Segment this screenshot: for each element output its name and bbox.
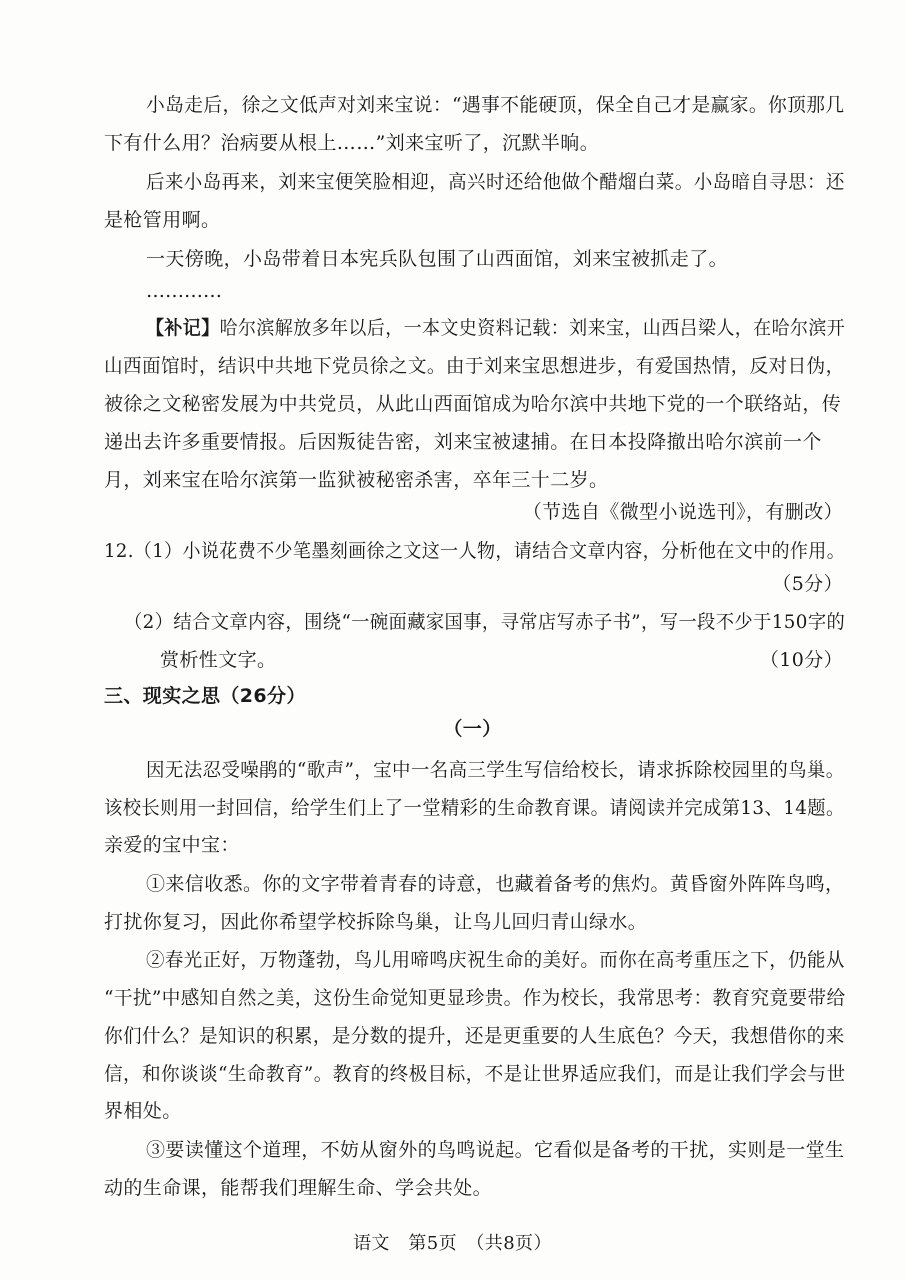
supplement-note-line: 山西面馆时，结识中共地下党员徐之文。由于刘来宝思想进步，有爱国热情，反对日伪，: [104, 355, 845, 377]
question-12-2: （2）结合文章内容，围绕“一碗面藏家国事，寻常店写赤子书”，写一段不少于150字的: [124, 611, 846, 633]
ellipsis: …………: [146, 280, 222, 302]
letter-paragraph-2-line: 界相处。: [104, 1100, 182, 1122]
intro-line: 因无法忍受噪鹃的“歌声”，宝中一名高三学生写信给校长，请求拆除校园里的鸟巢。: [146, 759, 845, 781]
supplement-note-text: 哈尔滨解放多年以后，一本文史资料记载：刘来宝，山西吕梁人，在哈尔滨开: [219, 317, 846, 339]
question-12-2-score: （10分）: [759, 649, 843, 671]
question-12-1: 12.（1）小说花费不少笔墨刻画徐之文这一人物，请结合文章内容，分析他在文中的作用。: [104, 540, 846, 562]
letter-salutation: 亲爱的宝中宝：: [104, 834, 240, 856]
letter-paragraph-2-line: 你们什么？是知识的积累，是分数的提升，还是更重要的人生底色？今天，我想借你的来: [104, 1025, 845, 1047]
source-citation: （节选自《微型小说选刊》，有删改）: [522, 501, 843, 523]
letter-paragraph-1-line: 打扰你复习，因此你希望学校拆除鸟巢，让鸟儿回归青山绿水。: [104, 911, 648, 933]
passage-line: 后来小岛再来，刘来宝便笑脸相迎，高兴时还给他做个醋熘白菜。小岛暗自寻思：还: [146, 171, 845, 193]
letter-paragraph-3-line: 动的生命课，能帮我们理解生命、学会共处。: [104, 1177, 493, 1199]
letter-paragraph-2-line: “干扰”中感知自然之美，这份生命觉知更显珍贵。作为校长，我常思考：教育究竟要带给: [104, 987, 846, 1009]
supplement-note-first-line: [146, 316, 845, 340]
page-footer: 语文 第5页 （共8页）: [353, 1233, 552, 1254]
question-12-2-continued: 赏析性文字。: [160, 649, 277, 671]
supplement-note-line: 递出去许多重要情报。后因叛徒告密，刘来宝被逮捕。在日本投降撤出哈尔滨前一个: [104, 431, 822, 453]
supplement-note-label: 【补记】: [146, 317, 220, 339]
letter-paragraph-2-line: 信，和你谈谈“生命教育”。教育的终极目标，不是让世界适应我们，而是让我们学会与世: [104, 1063, 846, 1085]
letter-paragraph-1: ①来信收悉。你的文字带着青春的诗意，也藏着备考的焦灼。黄昏窗外阵阵鸟鸣，: [146, 873, 845, 895]
intro-line: 该校长则用一封回信，给学生们上了一堂精彩的生命教育课。请阅读并完成第13、14题。: [104, 797, 845, 819]
letter-paragraph-3: ③要读懂这个道理，不妨从窗外的鸟鸣说起。它看似是备考的干扰，实则是一堂生: [146, 1139, 845, 1161]
supplement-note-line: 月，刘来宝在哈尔滨第一监狱被秘密杀害，卒年三十二岁。: [104, 469, 609, 491]
supplement-note-line: 被徐之文秘密发展为中共党员，从此山西面馆成为哈尔滨中共地下党的一个联络站，传: [104, 393, 842, 415]
passage-line: 是枪管用啊。: [104, 209, 221, 231]
letter-paragraph-2: ②春光正好，万物蓬勃，鸟儿用啼鸣庆祝生命的美好。而你在高考重压之下，仍能从: [146, 949, 845, 971]
section-heading: 三、现实之思（26分）: [104, 685, 306, 707]
passage-line: 下有什么用？治病要从根上……”刘来宝听了，沉默半晌。: [104, 132, 600, 154]
passage-line: 一天傍晚，小岛带着日本宪兵队包围了山西面馆，刘来宝被抓走了。: [146, 248, 729, 270]
question-12-1-score: （5分）: [772, 573, 843, 595]
sub-section-heading: （一）: [443, 718, 502, 740]
passage-line: 小岛走后，徐之文低声对刘来宝说：“遇事不能硬顶，保全自己才是赢家。你顶那几: [146, 94, 845, 116]
